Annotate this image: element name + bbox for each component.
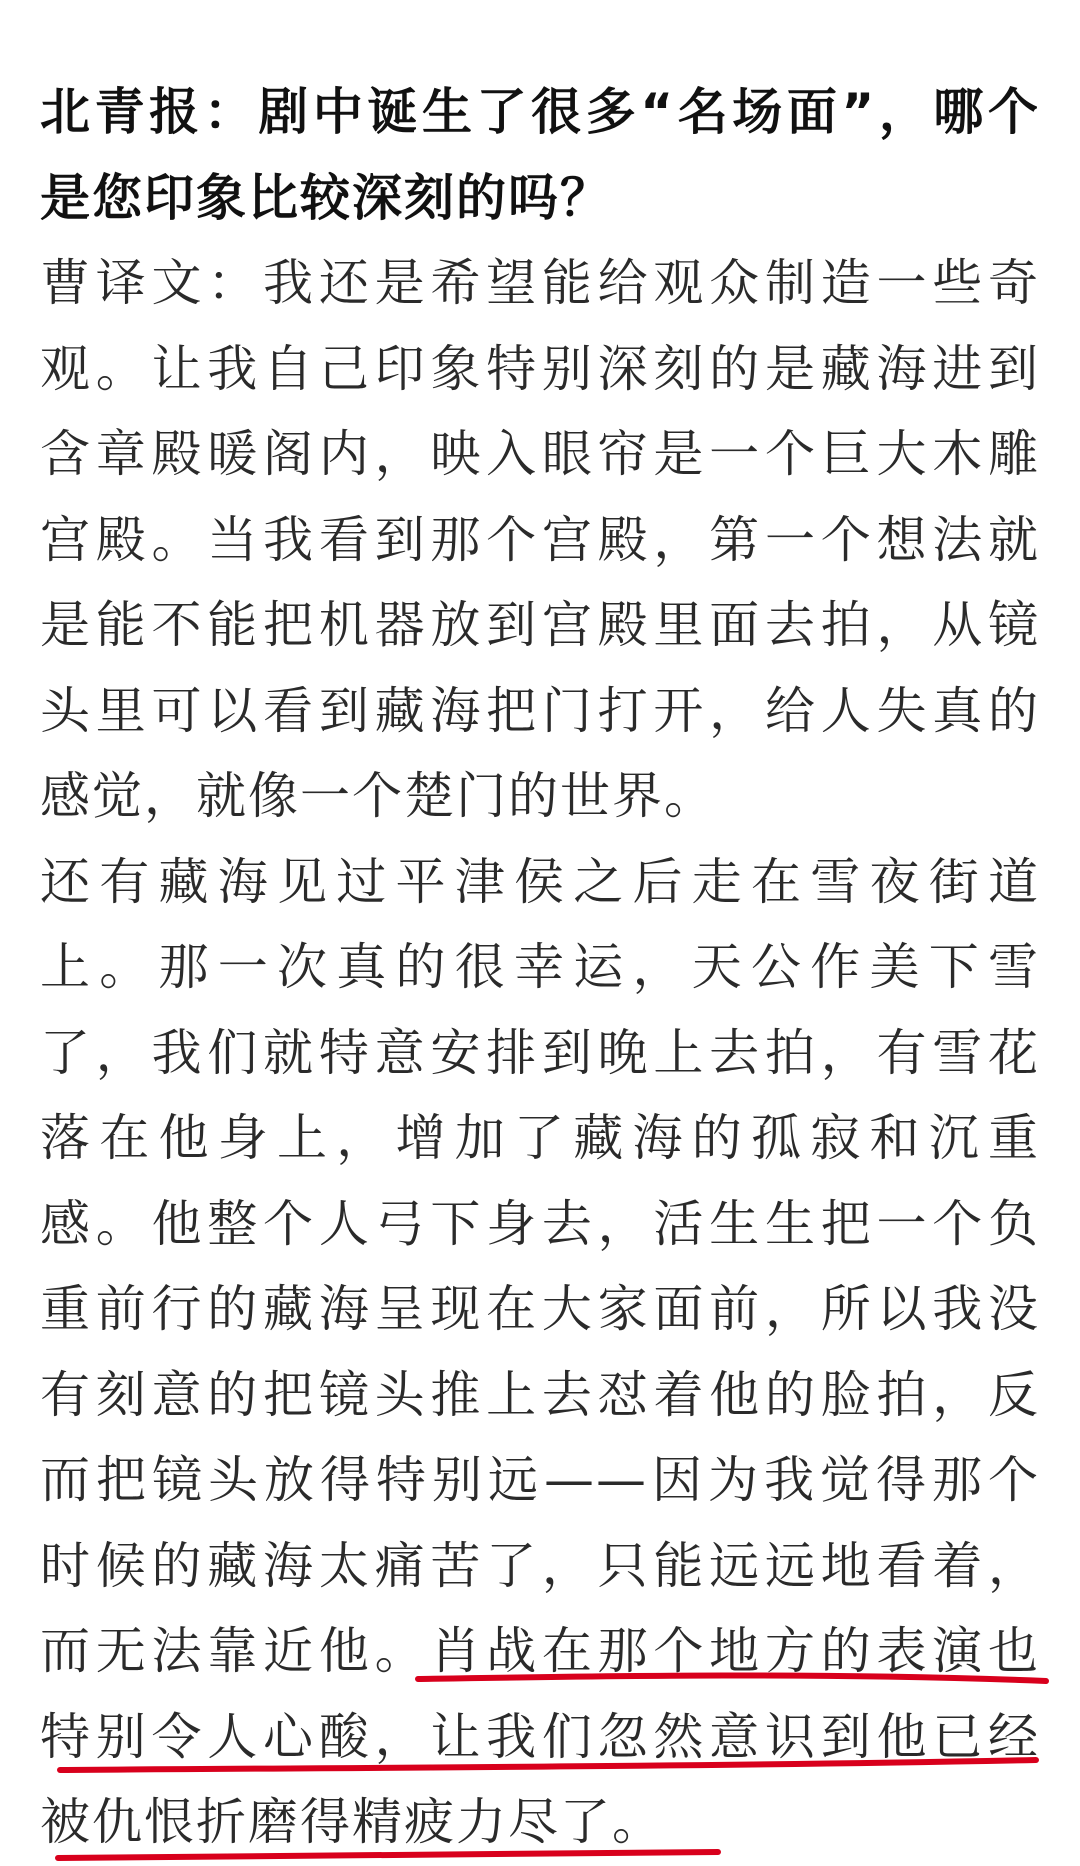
text-line: 感觉，就像一个楚门的世界。 [40, 767, 716, 825]
text-line: 感。他整个人弓下身去，活生生把一个负 [40, 1194, 1040, 1253]
text-line: 特别令人心酸，让我们忽然意识到他已经 [40, 1707, 1040, 1766]
text-line: 曹译文：我还是希望能给观众制造一些奇 [40, 254, 1040, 312]
text-line: 了，我们就特意安排到晚上去拍，有雪花 [40, 1023, 1040, 1082]
text-line: 有刻意的把镜头推上去怼着他的脸拍，反 [40, 1365, 1040, 1424]
text-line: 而无法靠近他。肖战在那个地方的表演也 [40, 1622, 1040, 1680]
text-line: 上。那一次真的很幸运，天公作美下雪 [40, 938, 1040, 996]
text-line: 而把镜头放得特别远——因为我觉得那个 [40, 1451, 1040, 1509]
text-line: 时候的藏海太痛苦了，只能远远地看着， [40, 1536, 1040, 1595]
text-line: 还有藏海见过平津侯之后走在雪夜街道 [40, 852, 1040, 911]
text-line: 是能不能把机器放到宫殿里面去拍，从镜 [40, 596, 1040, 654]
interview-answer-paragraph-1 [40, 241, 1040, 840]
text-line: 头里可以看到藏海把门打开，给人失真的 [40, 681, 1040, 740]
text-line: 宫殿。当我看到那个宫殿，第一个想法就 [40, 510, 1040, 569]
article-body [40, 70, 1040, 1866]
interview-question [40, 70, 1040, 241]
text-line: 是您印象比较深刻的吗？ [40, 168, 612, 227]
text-line: 重前行的藏海呈现在大家面前，所以我没 [40, 1280, 1040, 1338]
text-line: 观。让我自己印象特别深刻的是藏海进到 [40, 339, 1040, 398]
text-line: 落在他身上，增加了藏海的孤寂和沉重 [40, 1109, 1040, 1167]
text-line: 含章殿暖阁内，映入眼帘是一个巨大木雕 [40, 425, 1040, 483]
interview-answer-paragraph-2 [40, 840, 1040, 1866]
text-line: 被仇恨折磨得精疲力尽了。 [40, 1793, 664, 1851]
text-line: 北青报：剧中诞生了很多“名场面”，哪个 [40, 83, 1040, 141]
